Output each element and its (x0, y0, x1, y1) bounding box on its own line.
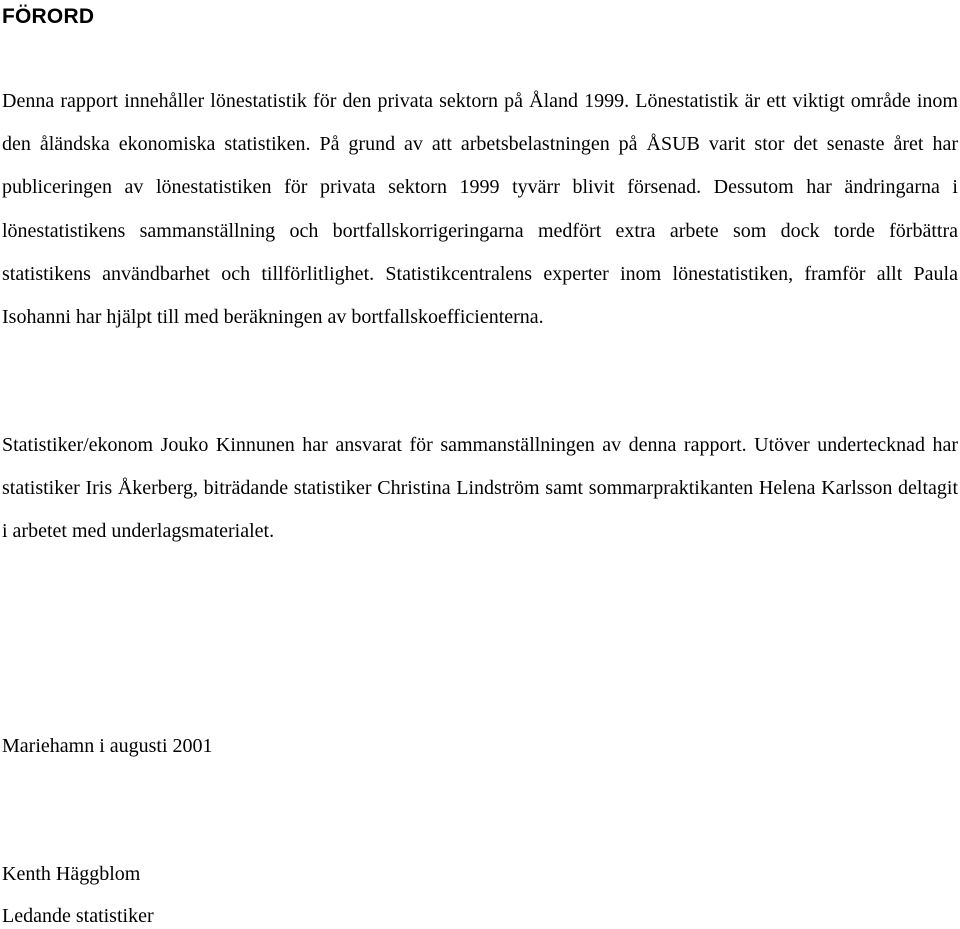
paragraph-contributors: Statistiker/ekonom Jouko Kinnunen har ansvarat för sammanställningen av denna rapport. Utöver undertecknad har statistiker Iris Åkerberg, biträdande statistiker Christina Lindström samt sommarpraktikanten Helena Karlsson deltagit i arbetet med underlagsmaterialet. (2, 434, 958, 543)
signature-title: Ledande statistiker (2, 905, 154, 927)
document-heading: FÖRORD (2, 5, 95, 28)
signature-name: Kenth Häggblom (2, 863, 141, 885)
paragraph-intro: Denna rapport innehåller lönestatistik för den privata sektorn på Åland 1999. Lönestatistik är ett viktigt område inom den åländska ekonomiska statistiken. På grund av att arbetsbelastningen på ÅSUB varit stor det senaste året har publiceringen av lönestatistiken för privata sektorn 1999 tyvärr blivit försenad. Dessutom har ändringarna i lönestatistikens sammanställning och bortfallskorrigeringarna medfört extra arbete som dock torde förbättra statistikens användbarhet och tillförlitlighet. Statistikcentralens experter inom lönestatistiken, framför allt Paula Isohanni har hjälpt till med beräkningen av bortfallskoefficienterna. (2, 90, 958, 329)
place-date: Mariehamn i augusti 2001 (2, 735, 213, 757)
